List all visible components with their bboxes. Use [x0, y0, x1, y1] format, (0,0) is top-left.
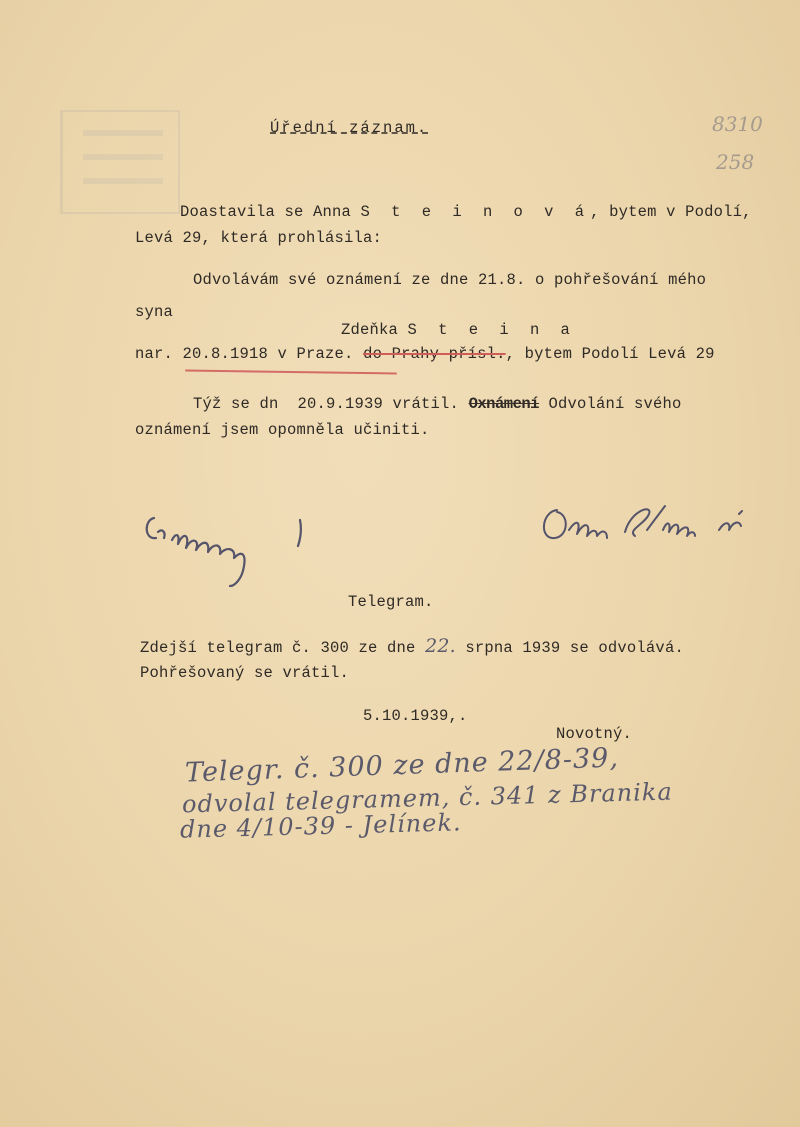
statement-line-2: syna [135, 303, 174, 321]
birth-struck: do Prahy přísl. [363, 345, 506, 363]
return-text-a: Týž se dn 20.9.1939 vrátil. [193, 395, 460, 413]
official-signature [140, 510, 340, 590]
intro-line-2: Levá 29, která prohlásila: [135, 229, 383, 247]
handwritten-note-line-1: Telegr. č. 300 ze dne 22/8-39, [184, 742, 620, 789]
document-date: 5.10.1939,. [363, 707, 468, 725]
return-line-2: oznámení jsem opomněla učiniti. [135, 421, 430, 439]
archive-number-2: 258 [716, 150, 755, 174]
son-name [341, 320, 576, 340]
intro-tail: , bytem v Podolí, [590, 203, 752, 221]
birth-prefix: nar. 20.8.1918 v Praze. [135, 345, 354, 363]
telegram-text-b: srpna 1939 se odvolává. [465, 639, 684, 657]
intro-line-1 [180, 202, 752, 222]
declarant-signature [535, 500, 765, 560]
statement-line-1: Odvolávám své oznámení ze dne 21.8. o pohřešování mého [193, 271, 707, 289]
section-title-telegram: Telegram. [348, 593, 434, 611]
red-underline [185, 370, 397, 375]
telegram-line-2: Pohřešovaný se vrátil. [140, 664, 350, 682]
handwritten-note-line-2: odvolal telegramem, č. 341 z Branika [181, 777, 674, 819]
birth-tail: , bytem Podolí Levá 29 [505, 345, 715, 363]
birth-line [135, 344, 715, 364]
page-title: Úřední záznam. [270, 119, 429, 137]
return-struck: Oxnámení [468, 395, 539, 413]
telegram-line-1 [140, 636, 684, 658]
surname-spaced: S t e i n o v á [360, 203, 591, 221]
archive-number-1: 8310 [712, 112, 763, 136]
return-line-1 [193, 394, 682, 414]
telegram-day-handwritten: 22. [425, 635, 456, 657]
son-first-name: Zdeňka [341, 321, 399, 339]
handwritten-note-line-3: dne 4/10-39 - Jelínek. [179, 808, 462, 844]
faded-stamp [60, 110, 180, 214]
son-surname-spaced: S t e i n a [407, 321, 576, 339]
officer-name: Novotný. [556, 725, 633, 743]
return-text-b: Odvolání svého [548, 395, 682, 413]
telegram-text-a: Zdejší telegram č. 300 ze dne [140, 639, 416, 657]
intro-text: Doastavila se Anna [180, 203, 352, 221]
